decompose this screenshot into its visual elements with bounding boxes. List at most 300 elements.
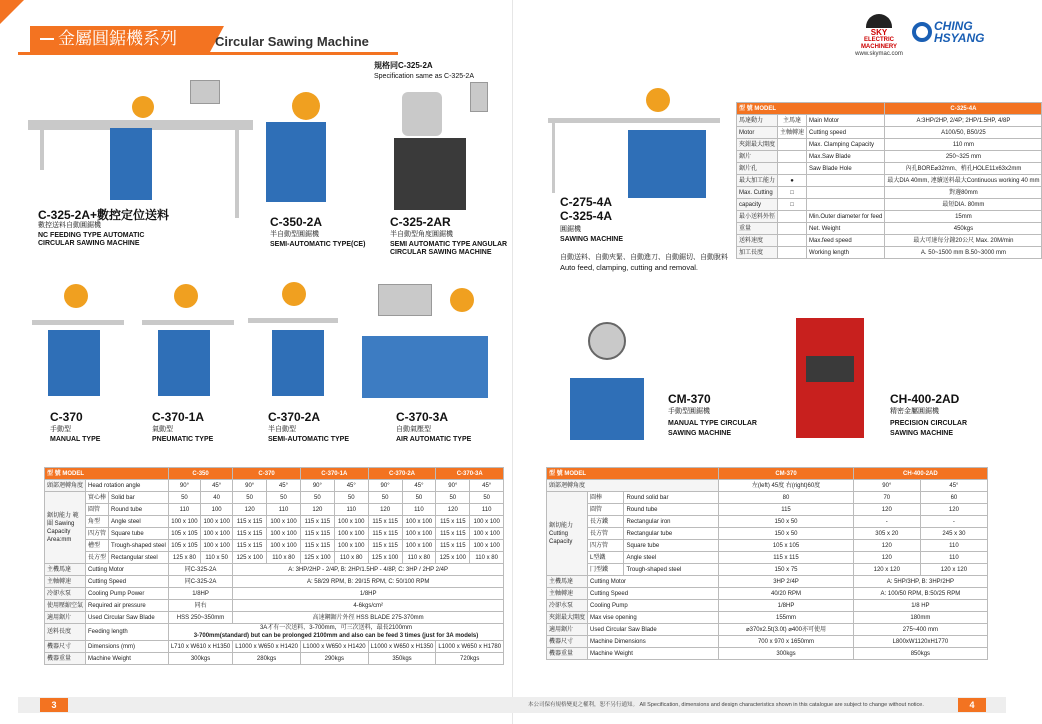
c275-feed-rail (548, 118, 720, 123)
row-label-en: Required air pressure (86, 600, 169, 612)
row-value: 180mm (853, 612, 987, 624)
capacity-value: 110 (267, 504, 301, 516)
row-value: L800xW1120xH1770 (853, 636, 987, 648)
spec-value: A. 50~1500 mm B.50~3000 mm (885, 247, 1042, 259)
angle-value: 45° (334, 480, 368, 492)
table-row (737, 211, 1042, 223)
row-value: 850kgs (853, 648, 987, 660)
capacity-value: 115 x 115 (436, 528, 470, 540)
capacity-value: 125 x 100 (300, 552, 334, 564)
c325ar-en: SEMI AUTOMATIC TYPE ANGULAR CIRCULAR SAWING MACHINE (390, 241, 508, 256)
capacity-shape-en: Rectangular tube (624, 528, 719, 540)
spec-sub-label: ● (778, 175, 807, 187)
spec-label: Motor (737, 127, 778, 139)
c370-2a-machine-body (272, 330, 324, 396)
row-value: L1000 x W650 x H1420 (300, 641, 368, 653)
model-header: C-370-2A (368, 468, 436, 480)
capacity-value: 115 x 115 (719, 552, 854, 564)
capacity-value: 50 (470, 492, 504, 504)
row-value: 1/8HP (719, 600, 854, 612)
row-value: 290kgs (300, 653, 368, 665)
c370-zh: 手動型 (50, 426, 71, 433)
spec-label: 鋸片 (737, 151, 778, 163)
section-title-tab (30, 26, 210, 52)
spec-value: 最短DIA. 80mm (885, 199, 1042, 211)
spec-sub-label: □ (778, 187, 807, 199)
table-row (45, 624, 504, 641)
capacity-shape-zh: 實心棒 (86, 492, 109, 504)
row-value: A: 58/29 RPM, B: 29/15 RPM, C: 50/100 RPM (233, 576, 504, 588)
capacity-value: 245 x 30 (920, 528, 987, 540)
feed-text-en: 3-700mm(standard) but can be prolonged 2100mm and also can be feed 3 times (just for 3A models) (193, 633, 479, 639)
spec-sub-label (778, 151, 807, 163)
capacity-label: 鋸切能力 Cutting Capacity (547, 492, 588, 576)
footer-note: 本公司保有規格變更之權利，恕不另行通知。 All Specification, dimensions and design characteristics shown in this catalogue are subject to change without notice. (528, 702, 924, 708)
capacity-shape-en: Angle steel (109, 516, 169, 528)
capacity-value: - (920, 516, 987, 528)
row-value: 4-6kgs/cm² (233, 600, 504, 612)
spec4a-model-header: 型 號 MODEL (737, 103, 885, 115)
capacity-shape-zh: 長方鐵 (588, 516, 624, 528)
spec-label: 夾鉗最大開度 (737, 139, 778, 151)
capacity-value: 110 x 80 (267, 552, 301, 564)
angle-value: 45° (267, 480, 301, 492)
spec-label: 加工長度 (737, 247, 778, 259)
spec-en-label (807, 199, 885, 211)
capacity-value: 115 x 115 (368, 540, 402, 552)
row-value: A: 100/50 RPM, B:50/25 RPM (853, 588, 987, 600)
c325-4a-spec-table (736, 102, 1042, 259)
table-row (547, 492, 988, 504)
row-label-en: Head rotation angle (86, 480, 169, 492)
spec-label: 最大加工能力 (737, 175, 778, 187)
ching-hsyang-logo-text: CHING HSYANG (934, 19, 985, 45)
row-label-en: Used Circular Saw Blade (588, 624, 719, 636)
capacity-value: 100 x 100 (334, 528, 368, 540)
table-row (547, 516, 988, 528)
c370-1a-zh: 氣動型 (152, 426, 173, 433)
spec-en-label: Min.Outer diameter for feed (807, 211, 885, 223)
angle-value: 90° (233, 480, 267, 492)
spec-en-label (807, 175, 885, 187)
c370-en: MANUAL TYPE (50, 436, 101, 443)
c325-conveyor-leg (40, 130, 44, 170)
spec-value: 最大DIA 40mm, 連續送料最大Continuous working 40 mm (885, 175, 1042, 187)
capacity-value: 150 x 50 (719, 516, 854, 528)
c350-saw-head (292, 92, 320, 120)
row-label: 主軸轉速 (547, 588, 588, 600)
capacity-value: 115 x 115 (233, 528, 267, 540)
capacity-shape-zh: 四方管 (86, 528, 109, 540)
table-row (45, 492, 504, 504)
c275-en: SAWING MACHINE (560, 236, 623, 243)
row-label: 頭部迴轉角度 (45, 480, 86, 492)
sky-logo-url: www.skymac.com (855, 51, 903, 57)
capacity-value: 100 x 100 (470, 528, 504, 540)
row-value: HSS 250~350mm (168, 612, 232, 624)
capacity-value: 100 x 100 (470, 540, 504, 552)
c370-1a-machine-body (158, 330, 210, 396)
model-header: CM-370 (719, 468, 854, 480)
capacity-shape-zh: 長方管 (588, 528, 624, 540)
row-value: 3HP 2/4P (719, 576, 854, 588)
table-row (737, 247, 1042, 259)
c275-model-name: C-275-4A (560, 195, 613, 209)
row-value: 同C-325-2A (168, 576, 232, 588)
c370-2a-zh: 半自動型 (268, 426, 296, 433)
capacity-value: 115 x 115 (436, 540, 470, 552)
right-spec-table (546, 467, 988, 660)
row-label-en: Machine Weight (86, 653, 169, 665)
row-value: 同右 (168, 600, 232, 612)
capacity-value: 50 (368, 492, 402, 504)
capacity-value: 150 x 50 (719, 528, 854, 540)
spec-en-label: Cutting speed (807, 127, 885, 139)
c325-4a-model-name: C-325-4A (560, 209, 613, 223)
capacity-value: 50 (402, 492, 436, 504)
section-title-en: Circular Sawing Machine (215, 34, 369, 49)
row-label-en: Cutting Motor (588, 576, 719, 588)
capacity-value: 115 x 115 (300, 528, 334, 540)
table-row (45, 564, 504, 576)
row-label: 使用壓縮空氣 (45, 600, 86, 612)
spec-sub-label (778, 139, 807, 151)
spec-value: 對邊80mm (885, 187, 1042, 199)
table-row (737, 139, 1042, 151)
capacity-value: 40 (201, 492, 233, 504)
spec-sub-label: □ (778, 199, 807, 211)
table-row (737, 187, 1042, 199)
row-label: 冷卻水泵 (45, 588, 86, 600)
table-row (45, 612, 504, 624)
table-header: 型 號 MODEL (547, 468, 719, 480)
table-row (45, 480, 504, 492)
cm370-zh: 手動型圓鋸機 (668, 408, 710, 415)
spec-label: Max. Cutting (737, 187, 778, 199)
spec-sub-label (778, 163, 807, 175)
model-header: C-370-1A (300, 468, 368, 480)
table-row (45, 504, 504, 516)
table-row (547, 528, 988, 540)
row-label-en: Machine Weight (588, 648, 719, 660)
row-label: 冷卻水泵 (547, 600, 588, 612)
c325-control-panel (190, 80, 220, 104)
row-value: 1/8 HP (853, 600, 987, 612)
capacity-shape-en: Solid bar (109, 492, 169, 504)
angle-value: 90° (368, 480, 402, 492)
capacity-value: 110 (920, 552, 987, 564)
c275-machine-body (628, 130, 706, 198)
spec-value: A100/50, B50/25 (885, 127, 1042, 139)
capacity-value: 120 (300, 504, 334, 516)
left-spec-table (44, 467, 504, 665)
capacity-value: 50 (267, 492, 301, 504)
capacity-shape-zh: 冂型鐵 (588, 564, 624, 576)
capacity-shape-en: Rectangular steel (109, 552, 169, 564)
row-label-en: Dimensions (mm) (86, 641, 169, 653)
capacity-value: 105 x 105 (168, 528, 200, 540)
c370-1a-en: PNEUMATIC TYPE (152, 436, 214, 443)
spec-sub-label (778, 211, 807, 223)
c370-3a-machine-body (362, 336, 488, 398)
spec-en-label (807, 187, 885, 199)
row-value: L710 x W610 x H1350 (168, 641, 232, 653)
capacity-value: 115 x 115 (300, 540, 334, 552)
capacity-value: 100 x 100 (168, 516, 200, 528)
table-row (737, 115, 1042, 127)
row-value: 高速鋼鋸片外徑 HSS BLADE 275-370mm (233, 612, 504, 624)
capacity-value: 110 (168, 504, 200, 516)
row-label: 機器重量 (45, 653, 86, 665)
capacity-value: 110 x 80 (402, 552, 436, 564)
capacity-value: 120 x 120 (853, 564, 920, 576)
c370-1a-arm (142, 320, 234, 325)
c325ar-spec-zh: 規格同C-325-2A (374, 61, 433, 70)
page-number-left: 3 (40, 698, 68, 712)
row-label: 主軸轉速 (45, 576, 86, 588)
table-header: 型 號 MODEL (45, 468, 169, 480)
row-label-en: Cooling Pump Power (86, 588, 169, 600)
c275-zh: 圓鋸機 (560, 226, 581, 233)
c370-2a-model-name: C-370-2A (268, 410, 321, 424)
capacity-value: 115 x 115 (233, 540, 267, 552)
c325ar-model-name: C-325-2AR (390, 215, 451, 229)
spec-value: 內孔BORE⌀32mm、梢孔HOLE11x63x2mm (885, 163, 1042, 175)
spec-sub-label (778, 235, 807, 247)
capacity-value: 115 x 115 (368, 516, 402, 528)
row-label: 主機馬達 (45, 564, 86, 576)
spec-en-label: Max. Clamping Capacity (807, 139, 885, 151)
capacity-value: 100 x 100 (267, 528, 301, 540)
c325ar-spec-en: Specification same as C-325-2A (374, 73, 474, 80)
angle-value: 90° (168, 480, 200, 492)
capacity-value: 100 x 100 (267, 516, 301, 528)
spec-label: 最小送料外徑 (737, 211, 778, 223)
capacity-shape-zh: L型鐵 (588, 552, 624, 564)
spec4a-model-value: C-325-4A (885, 103, 1042, 115)
c370-2a-arm (248, 318, 338, 323)
angle-value: 45° (201, 480, 233, 492)
capacity-value: 105 x 105 (168, 540, 200, 552)
table-row (547, 540, 988, 552)
capacity-shape-zh: 圓管 (86, 504, 109, 516)
row-label-en: Feeding length (86, 624, 169, 641)
capacity-value: 100 x 100 (402, 516, 436, 528)
c325-saw-head (132, 96, 154, 118)
capacity-value: 50 (300, 492, 334, 504)
sky-logo-text: SKY (870, 28, 888, 37)
capacity-value: 50 (168, 492, 200, 504)
cm370-machine-body (570, 378, 644, 440)
capacity-value: 120 (920, 504, 987, 516)
ring-icon (912, 22, 932, 42)
table-row (737, 151, 1042, 163)
corner-accent (0, 0, 24, 24)
capacity-value: 60 (920, 492, 987, 504)
row-value: 1/8HP (168, 588, 232, 600)
spec-value: 15mm (885, 211, 1042, 223)
row-label: 機器尺寸 (45, 641, 86, 653)
c370-model-name: C-370 (50, 410, 83, 424)
capacity-value: 50 (233, 492, 267, 504)
row-value: ⌀370x2.5t(3.0t) ⌀400亦可使用 (719, 624, 854, 636)
row-label-en: Max vise opening (588, 612, 719, 624)
capacity-value: 125 x 80 (168, 552, 200, 564)
capacity-shape-en: Square tube (109, 528, 169, 540)
capacity-value: 100 x 100 (267, 540, 301, 552)
capacity-shape-zh: 圓棒 (588, 492, 624, 504)
c370-1a-saw-head (174, 284, 198, 308)
table-row (45, 552, 504, 564)
capacity-value: 120 (853, 504, 920, 516)
capacity-shape-en: Round solid bar (624, 492, 719, 504)
c325-conveyor-leg (235, 130, 239, 218)
capacity-value: 100 x 100 (470, 516, 504, 528)
angle-value: 左(left) 45度 右(right)60度 (719, 480, 854, 492)
table-row (547, 636, 988, 648)
capacity-value: 110 (402, 504, 436, 516)
c370-1a-model-name: C-370-1A (152, 410, 205, 424)
c370-2a-saw-head (282, 282, 306, 306)
table-row (547, 504, 988, 516)
capacity-value: 125 x 100 (233, 552, 267, 564)
capacity-value: 110 x 50 (201, 552, 233, 564)
angle-value: 90° (853, 480, 920, 492)
capacity-shape-zh: 四方管 (588, 540, 624, 552)
c370-2a-en: SEMI-AUTOMATIC TYPE (268, 436, 350, 443)
capacity-value: 100 x 100 (201, 516, 233, 528)
table-row (45, 588, 504, 600)
capacity-shape-en: Trough-shaped steel (109, 540, 169, 552)
c325-machine-body (110, 128, 152, 200)
table-row (547, 588, 988, 600)
table-row (737, 163, 1042, 175)
capacity-value: 100 x 100 (201, 528, 233, 540)
row-value: 155mm (719, 612, 854, 624)
spec-value: 110 mm (885, 139, 1042, 151)
spec-value: 最大可達每分鐘20公尺 Max. 20M/min (885, 235, 1042, 247)
capacity-value: 100 x 100 (402, 528, 436, 540)
model-header: C-370-3A (436, 468, 504, 480)
sky-logo (850, 14, 908, 57)
capacity-value: 100 x 100 (201, 540, 233, 552)
capacity-value: 100 x 100 (334, 540, 368, 552)
ch400-zh: 精密金屬圓鋸機 (890, 408, 939, 415)
c370-saw-head (64, 284, 88, 308)
page-number-right: 4 (958, 698, 986, 712)
c325ar-saw-guard (402, 92, 442, 136)
c325-en: NC FEEDING TYPE AUTOMATIC CIRCULAR SAWING MACHINE (38, 232, 145, 247)
capacity-value: 115 x 115 (233, 516, 267, 528)
spec-label: capacity (737, 199, 778, 211)
c350-model-name: C-350-2A (270, 215, 323, 229)
table-row (45, 576, 504, 588)
c325ar-control-box (470, 82, 488, 112)
row-value: L1000 x W650 x H1350 (368, 641, 436, 653)
c370-3a-saw-head (450, 288, 474, 312)
ching-hsyang-logo (912, 20, 994, 46)
table-row (737, 223, 1042, 235)
angle-value: 45° (402, 480, 436, 492)
table-row (45, 540, 504, 552)
capacity-value: 115 (719, 504, 854, 516)
row-label: 適用鋸片 (547, 624, 588, 636)
row-label-en: Cutting Speed (86, 576, 169, 588)
spec-sub-label (778, 223, 807, 235)
capacity-value: 115 x 115 (300, 516, 334, 528)
capacity-value: 105 x 105 (719, 540, 854, 552)
table-row (45, 641, 504, 653)
capacity-shape-en: Trough-shaped steel (624, 564, 719, 576)
table-row (547, 480, 988, 492)
table-row (547, 600, 988, 612)
capacity-shape-en: Round tube (109, 504, 169, 516)
row-label: 機器尺寸 (547, 636, 588, 648)
spec-en-label: Net. Weight (807, 223, 885, 235)
c275-desc-en: Auto feed, clamping, cutting and removal. (560, 263, 698, 272)
spec-en-label: Main Motor (807, 115, 885, 127)
row-label: 送料長度 (45, 624, 86, 641)
capacity-value: 120 (436, 504, 470, 516)
cm370-en1: MANUAL TYPE CIRCULAR (668, 420, 757, 427)
capacity-value: 115 x 115 (436, 516, 470, 528)
table-row (45, 516, 504, 528)
row-value: 700 x 970 x 1650mm (719, 636, 854, 648)
cm370-en2: SAWING MACHINE (668, 430, 731, 437)
spec-en-label: Saw Blade Hole (807, 163, 885, 175)
capacity-shape-en: Square tube (624, 540, 719, 552)
spec-en-label: Max.feed speed (807, 235, 885, 247)
c325ar-machine-body (394, 138, 466, 210)
c370-3a-zh: 自動氣壓型 (396, 426, 431, 433)
cm370-model-name: CM-370 (668, 392, 711, 406)
c350-zh: 半自動型圓鋸機 (270, 231, 319, 238)
spec-sub-label: 主軸轉速 (778, 127, 807, 139)
table-row (45, 653, 504, 665)
table-row (547, 552, 988, 564)
table-row (737, 235, 1042, 247)
model-header: C-370 (233, 468, 301, 480)
spec-label: 送料速度 (737, 235, 778, 247)
capacity-value: 115 x 115 (368, 528, 402, 540)
capacity-value: 110 x 80 (470, 552, 504, 564)
angle-value: 90° (300, 480, 334, 492)
c275-rail-leg (552, 123, 555, 193)
row-value: L1000 x W650 x H1420 (233, 641, 301, 653)
c325-model-name: C-325-2A+數控定位送料 (38, 208, 170, 222)
feed-value (168, 624, 503, 641)
row-value: 275~400 mm (853, 624, 987, 636)
capacity-value: 100 x 100 (402, 540, 436, 552)
row-value: 300kgs (719, 648, 854, 660)
cm370-saw-blade (588, 322, 626, 360)
c275-saw-head (646, 88, 670, 112)
spec-sub-label: 主馬達 (778, 115, 807, 127)
row-label-en: Used Circular Saw Blade (86, 612, 169, 624)
capacity-shape-en: Angle steel (624, 552, 719, 564)
spec-sub-label (778, 247, 807, 259)
capacity-value: 150 x 75 (719, 564, 854, 576)
row-label-en: Machine Dimensions (588, 636, 719, 648)
capacity-label: 鋸切能力 範圍 Sawing Capacity Area:mm (45, 492, 86, 564)
row-value: A: 5HP/3HP, B: 3HP/2HP (853, 576, 987, 588)
row-value: 280kgs (233, 653, 301, 665)
ch400-model-name: CH-400-2AD (890, 392, 960, 406)
table-row (45, 468, 504, 480)
ch400-en1: PRECISION CIRCULAR (890, 420, 968, 427)
spec-value: A:3HP/2HP, 2/4P; 2HP/1.5HP, 4/8P (885, 115, 1042, 127)
model-header: CH-400-2AD (853, 468, 987, 480)
